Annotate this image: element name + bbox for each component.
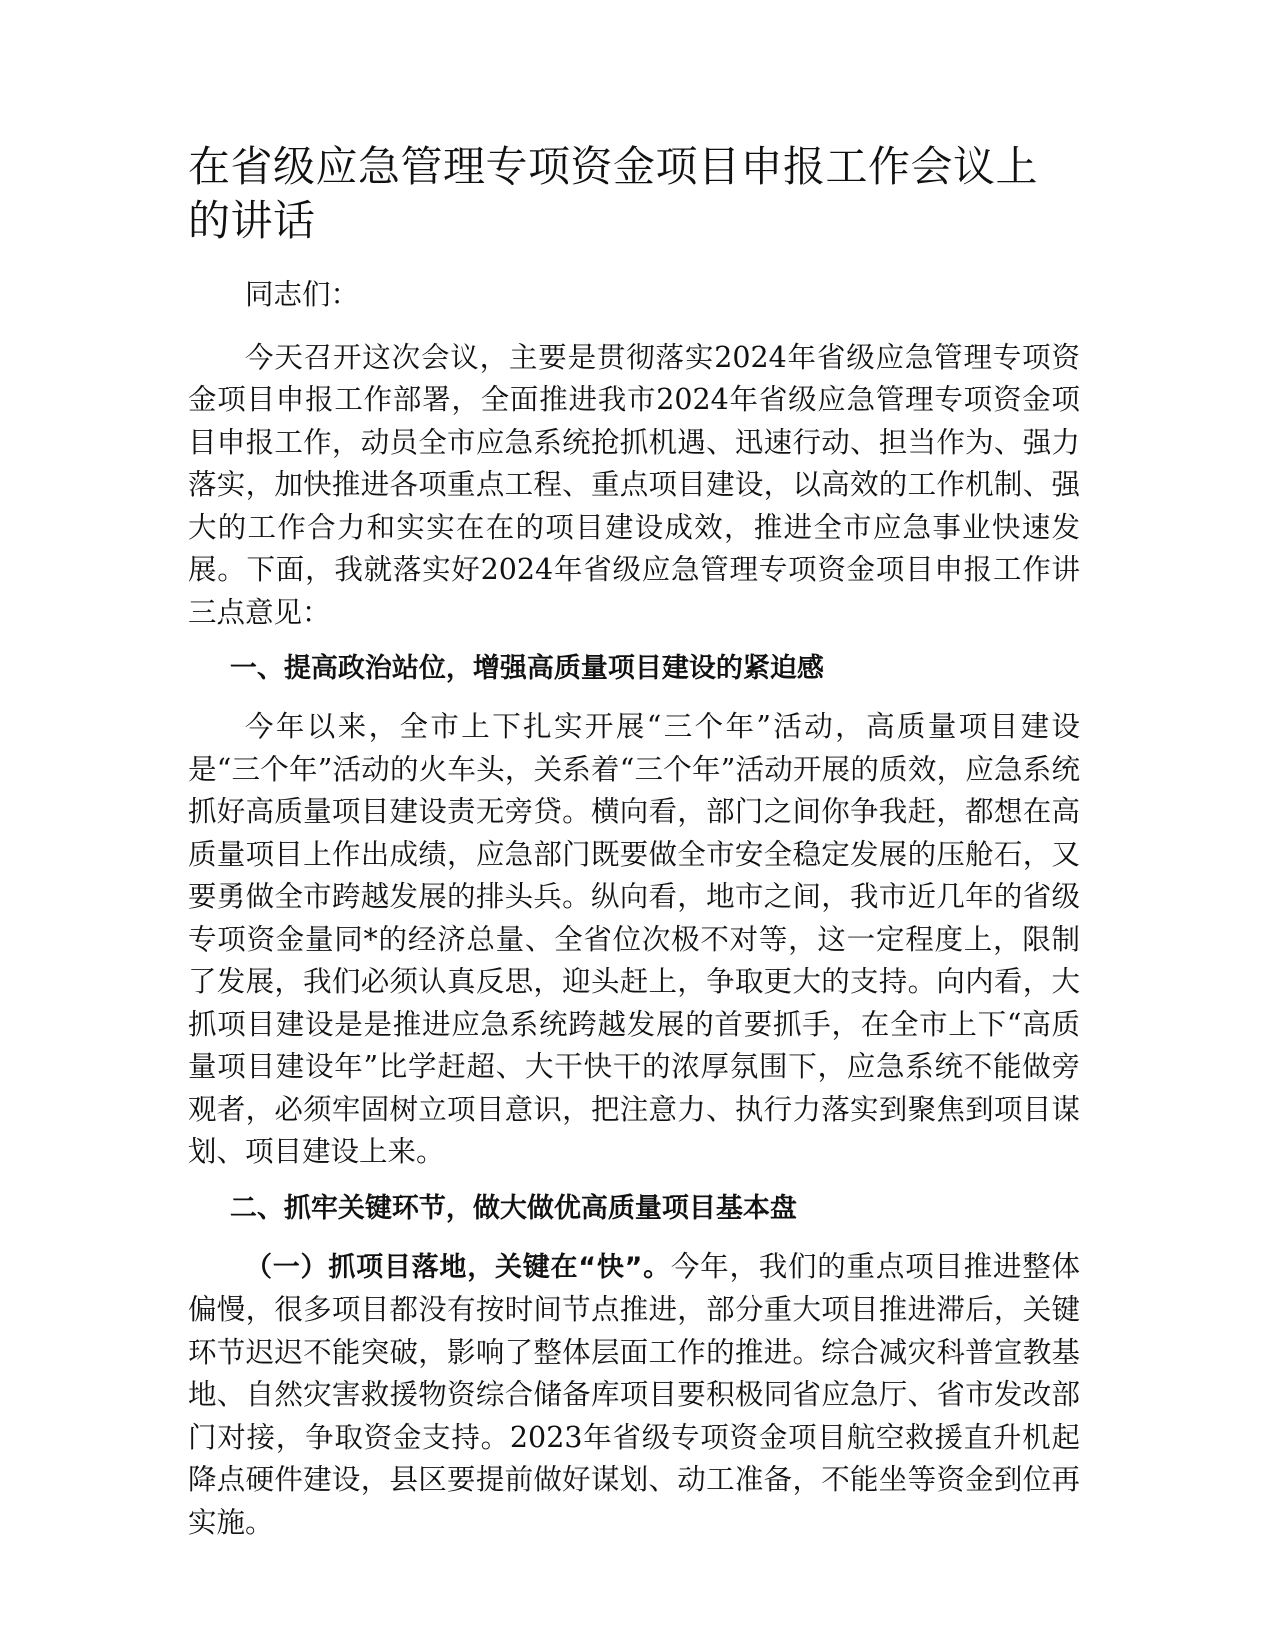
- intro-paragraph: 今天召开这次会议，主要是贯彻落实2024年省级应急管理专项资金项目申报工作部署，全面推进我市2024年省级应急管理专项资金项目申报工作，动员全市应急系统抢抓机遇、迅速行动、担当作为、强力落实，加快推进各项重点工程、重点项目建设，以高效的工作机制、强大的工作合力和实实在在的项目建设成效，推进全市应急事业快速发展。下面，我就落实好2024年省级应急管理专项资金项目申报工作讲三点意见：: [188, 340, 1080, 629]
- document-title: 在省级应急管理专项资金项目申报工作会议上的讲话: [188, 142, 1039, 245]
- document-page: [188, 140, 1080, 1558]
- greeting: 同志们：: [245, 278, 360, 311]
- section-2-sub-1-paragraph: [188, 1246, 1080, 1545]
- section-1-heading: 一、提高政治站位，增强高质量项目建设的紧迫感: [229, 653, 824, 684]
- section-2-heading: 二、抓牢关键环节，做大做优高质量项目基本盘: [229, 1192, 797, 1224]
- section-2-sub-1-body: 今年，我们的重点项目推进整体偏慢，很多项目都没有按时间节点推进，部分重大项目推进滞后，关键环节迟迟不能突破，影响了整体层面工作的推进。综合减灾科普宣教基地、自然灾害救援物资综合储备库项目要积极同省应急厅、省市发改部门对接，争取资金支持。2023年省级专项资金项目航空救援直升机起降点硬件建设，县区要提前做好谋划、动工准备，不能坐等资金到位再实施。: [188, 1249, 1080, 1539]
- section-2-sub-1-lead: （一）抓项目落地，关键在“快”。: [245, 1251, 671, 1283]
- section-1-body: 今年以来，全市上下扎实开展“三个年”活动，高质量项目建设是“三个年”活动的火车头，关系着“三个年”活动开展的质效，应急系统抓好高质量项目建设责无旁贷。横向看，部门之间你争我赶，都想在高质量项目上作出成绩，应急部门既要做全市安全稳定发展的压舱石，又要勇做全市跨越发展的排头兵。纵向看，地市之间，我市近几年的省级专项资金量同*的经济总量、全省位次极不对等，这一定程度上，限制了发展，我们必须认真反思，迎头赶上，争取更大的支持。向内看，大抓项目建设是是推进应急系统跨越发展的首要抓手，在全市上下“高质量项目建设年”比学赶超、大干快干的浓厚氛围下，应急系统不能做旁观者，必须牢固树立项目意识，把注意力、执行力落实到聚焦到项目谋划、项目建设上来。: [188, 710, 1080, 1168]
